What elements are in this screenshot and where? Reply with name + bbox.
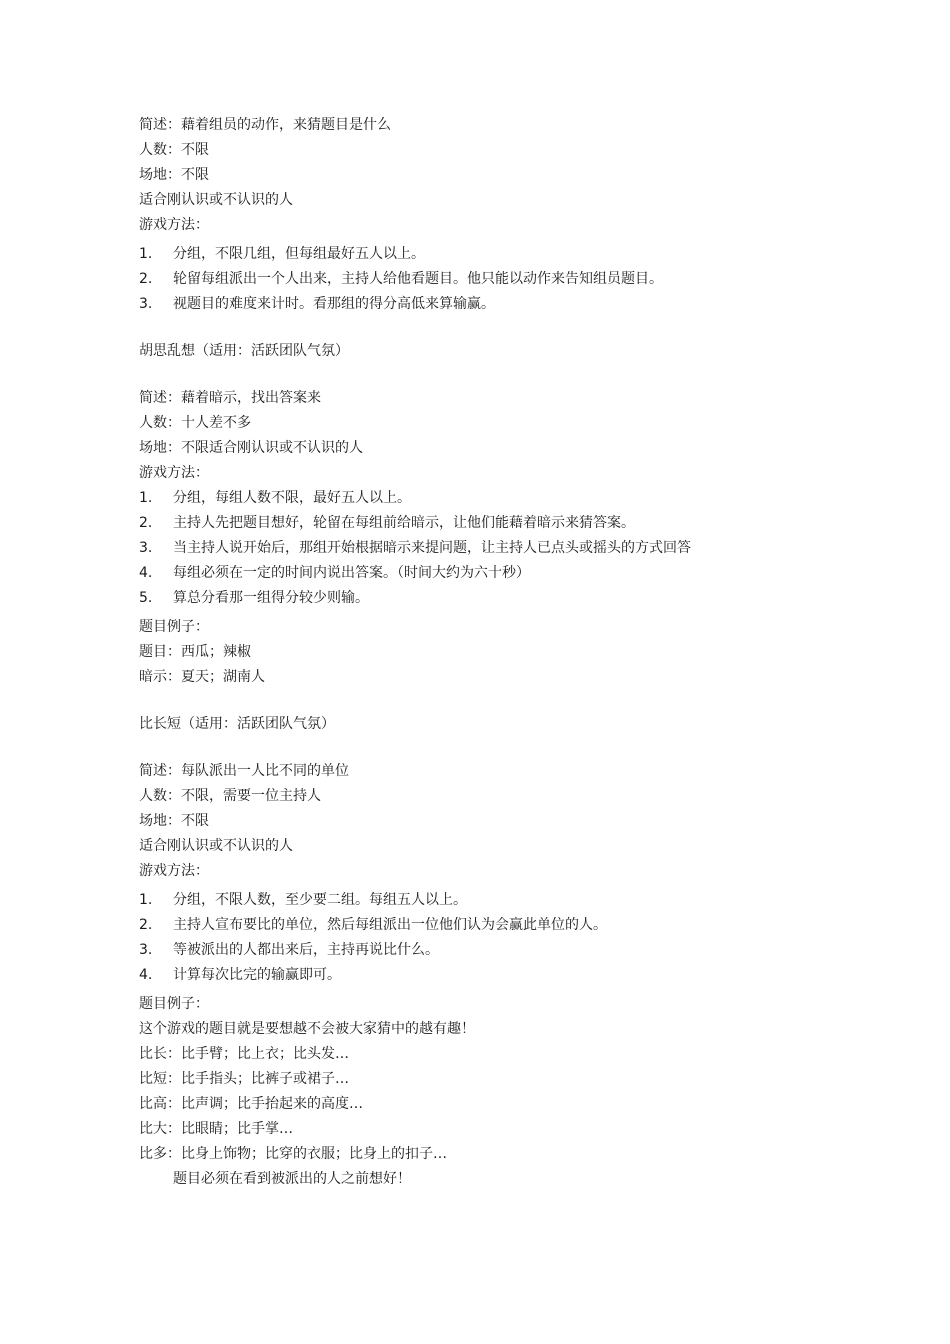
game-1-players: 人数：不限 [139,142,209,158]
game-2-example-label: 题目例子： [139,619,209,635]
document-page [139,113,899,1192]
game-3-venue: 场地：不限 [139,813,209,829]
list-item: 5. 算总分看那一组得分较少则输。 [139,590,369,606]
game-3-suitable: 适合刚认识或不认识的人 [139,838,293,854]
game-1-venue: 场地：不限 [139,167,209,183]
game-1-suitable: 适合刚认识或不认识的人 [139,192,293,208]
game-3-players: 人数：不限，需要一位主持人 [139,788,321,804]
game-1-section [139,113,899,317]
list-item: 3. 视题目的难度来计时。看那组的得分高低来算输赢。 [139,296,495,312]
list-item: 4. 计算每次比完的输赢即可。 [139,967,341,983]
list-item: 1. 分组，不限几组，但每组最好五人以上。 [139,246,425,262]
game-2-venue: 场地：不限适合刚认识或不认识的人 [139,440,363,456]
list-item: 3. 当主持人说开始后，那组开始根据暗示来提问题，让主持人已点头或摇头的方式回答 [139,540,691,556]
game-3-example-5: 比多：比身上饰物；比穿的衣服；比身上的扣子… [139,1146,447,1162]
game-3-final-note: 题目必须在看到被派出的人之前想好！ [173,1171,411,1187]
list-item: 2. 主持人先把题目想好，轮留在每组前给暗示，让他们能藉着暗示来猜答案。 [139,515,635,531]
game-3-example-2: 比短：比手指头；比裤子或裙子… [139,1071,349,1087]
game-3-note: 这个游戏的题目就是要想越不会被大家猜中的越有趣！ [139,1021,475,1037]
game-3-summary: 简述：每队派出一人比不同的单位 [139,763,349,779]
game-3-section [139,712,899,1192]
list-item: 1. 分组，不限人数，至少要二组。每组五人以上。 [139,892,467,908]
game-1-summary: 简述：藉着组员的动作，来猜题目是什么 [139,117,391,133]
game-2-players: 人数：十人差不多 [139,415,251,431]
game-3-example-4: 比大：比眼睛；比手掌… [139,1121,293,1137]
game-2-title: 胡思乱想（适用：活跃团队气氛） [139,343,349,359]
list-item: 4. 每组必须在一定的时间内说出答案。（时间大约为六十秒） [139,565,530,581]
game-3-example-3: 比高：比声调；比手抬起来的高度… [139,1096,363,1112]
game-1-steps [139,242,899,317]
list-item: 2. 主持人宣布要比的单位，然后每组派出一位他们认为会赢此单位的人。 [139,917,607,933]
game-2-section [139,339,899,690]
game-2-example-hint: 暗示：夏天；湖南人 [139,669,265,685]
game-1-method-label: 游戏方法： [139,217,209,233]
game-2-summary: 简述：藉着暗示，找出答案来 [139,390,321,406]
list-item: 3. 等被派出的人都出来后，主持再说比什么。 [139,942,439,958]
game-2-steps [139,486,899,611]
list-item: 2. 轮留每组派出一个人出来，主持人给他看题目。他只能以动作来告知组员题目。 [139,271,663,287]
game-2-example-topic: 题目：西瓜；辣椒 [139,644,251,660]
list-item: 1. 分组，每组人数不限，最好五人以上。 [139,490,411,506]
game-3-example-1: 比长：比手臂；比上衣；比头发… [139,1046,349,1062]
game-3-example-label: 题目例子： [139,996,209,1012]
game-3-steps [139,888,899,988]
game-3-title: 比长短（适用：活跃团队气氛） [139,716,335,732]
game-2-method-label: 游戏方法： [139,465,209,481]
game-3-method-label: 游戏方法： [139,863,209,879]
